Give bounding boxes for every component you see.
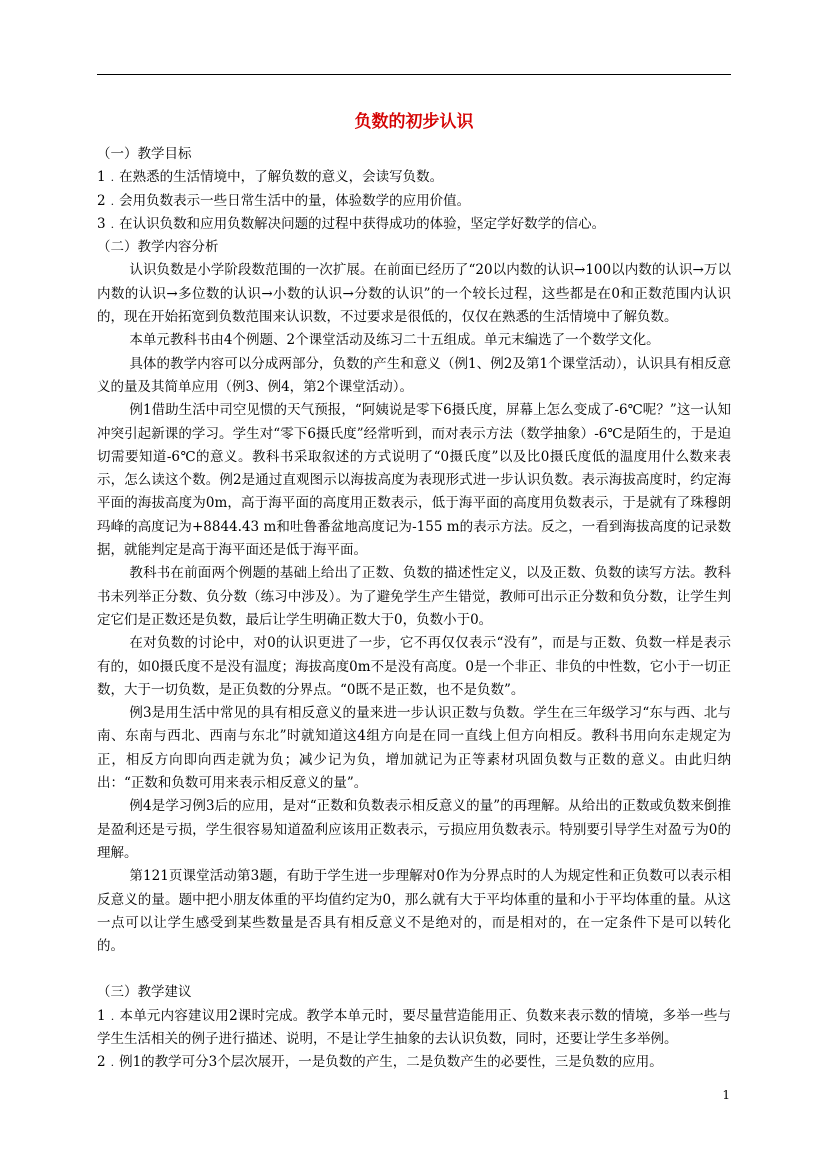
suggestion-item: 2﹒例1的教学可分3个层次展开，一是负数的产生，二是负数产生的必要性，三是负数的应用。 xyxy=(97,1054,663,1071)
body-paragraph: 例4是学习例3后的应用，是对“正数和负数表示相反意义的量”的再理解。从给出的正数或负数来倒推是盈利还是亏损，学生很容易知道盈利应该用正数表示，亏损应用负数表示。特别要引导学生对盈亏为0的理解。 xyxy=(97,798,731,861)
body-paragraph: 教科书在前面两个例题的基础上给出了正数、负数的描述性定义，以及正数、负数的读写方法。教科书未列举正分数、负分数（练习中涉及）。为了避免学生产生错觉，教师可出示正分数和负分数，让学生判定它们是正数还是负数，最后让学生明确正数大于0，负数小于0。 xyxy=(97,565,731,628)
body-paragraph: 在对负数的讨论中，对0的认识更进了一步，它不再仅仅表示“没有”，而是与正数、负数一样是表示有的，如0摄氏度不是没有温度；海拔高度0m不是没有高度。0是一个非正、非负的中性数，它小于一切正数，大于一切负数，是正负数的分界点。“0既不是正数，也不是负数”。 xyxy=(97,635,731,698)
section-heading: （二）教学内容分析 xyxy=(97,239,219,256)
body-paragraph: 具体的教学内容可以分成两部分，负数的产生和意义（例1、例2及第1个课堂活动），认识具有相反意义的量及其简单应用（例3、例4，第2个课堂活动）。 xyxy=(97,355,731,395)
suggestion-item: 1﹒本单元内容建议用2课时完成。教学本单元时，要尽量营造能用正、负数来表示数的情境，多举一些与学生生活相关的例子进行描述、说明，不是让学生抽象的去认识负数，同时，还要让学生多举例。 xyxy=(97,1007,731,1047)
body-paragraph: 本单元教科书由4个例题、2个课堂活动及练习二十五组成。单元末编选了一个数学文化。 xyxy=(129,332,660,349)
body-paragraph: 例3是用生活中常见的具有相反意义的量来进一步认识正数与负数。学生在三年级学习“东与西、北与南、东南与西北、西南与东北”时就知道这4组方向是在同一直线上但方向相反。教科书用向东走规定为正，相反方向即向西走就为负；减少记为负，增加就记为正等素材巩固负数与正数的意义。由此归纳出：“正数和负数可用来表示相反意义的量”。 xyxy=(97,705,731,792)
goal-item: 2﹒会用负数表示一些日常生活中的量，体验数学的应用价值。 xyxy=(97,192,471,209)
goal-item: 3﹒在认识负数和应用负数解决问题的过程中获得成功的体验，坚定学好数学的信心。 xyxy=(97,215,606,232)
section-heading: （三）教学建议 xyxy=(97,984,192,1001)
goal-item: 1﹒在熟悉的生活情境中，了解负数的意义，会读写负数。 xyxy=(97,169,444,186)
document-body xyxy=(97,143,731,1075)
body-paragraph: 例1借助生活中司空见惯的天气预报，“阿姨说是零下6摄氏度，屏幕上怎么变成了-6℃呢？”这一认知冲突引起新课的学习。学生对“零下6摄氏度”经常听到，而对表示方法（数学抽象）-6℃是陌生的，于是迫切需要知道-6℃的意义。教科书采取叙述的方式说明了“0摄氏度”以及比0摄氏度低的温度用什么数来表示，怎么读这个数。例2是通过直观图示以海拔高度为表现形式进一步认识负数。表示海拔高度时，约定海平面的海拔高度为0m，高于海平面的高度用正数表示，低于海平面的高度用负数表示，于是就有了珠穆朗玛峰的高度记为+8844.43 m和吐鲁番盆地高度记为-155 m的表示方法。反之，一看到海拔高度的记录数据，就能判定是高于海平面还是低于海平面。 xyxy=(97,402,731,559)
document-title: 负数的初步认识 xyxy=(354,112,474,132)
page-number: 1 xyxy=(722,1088,730,1102)
section-heading: （一）教学目标 xyxy=(97,146,192,162)
body-paragraph: 第121页课堂活动第3题，有助于学生进一步理解对0作为分界点时的人为规定性和正负数可以表示相反意义的量。题中把小朋友体重的平均值约定为0，那么就有大于平均体重的量和小于平均体重的量。从这一点可以让学生感受到某些数量是否具有相反意义不是绝对的，而是相对的，在一定条件下是可以转化的。 xyxy=(97,868,731,955)
header-rule xyxy=(97,74,731,75)
body-paragraph: 认识负数是小学阶段数范围的一次扩展。在前面已经历了“20以内数的认识→100以内数的认识→万以内数的认识→多位数的认识→小数的认识→分数的认识”的一个较长过程，这些都是在0和正数范围内认识的，现在开始拓宽到负数范围来认识数，不过要求是很低的，仅仅在熟悉的生活情境中了解负数。 xyxy=(97,262,731,326)
